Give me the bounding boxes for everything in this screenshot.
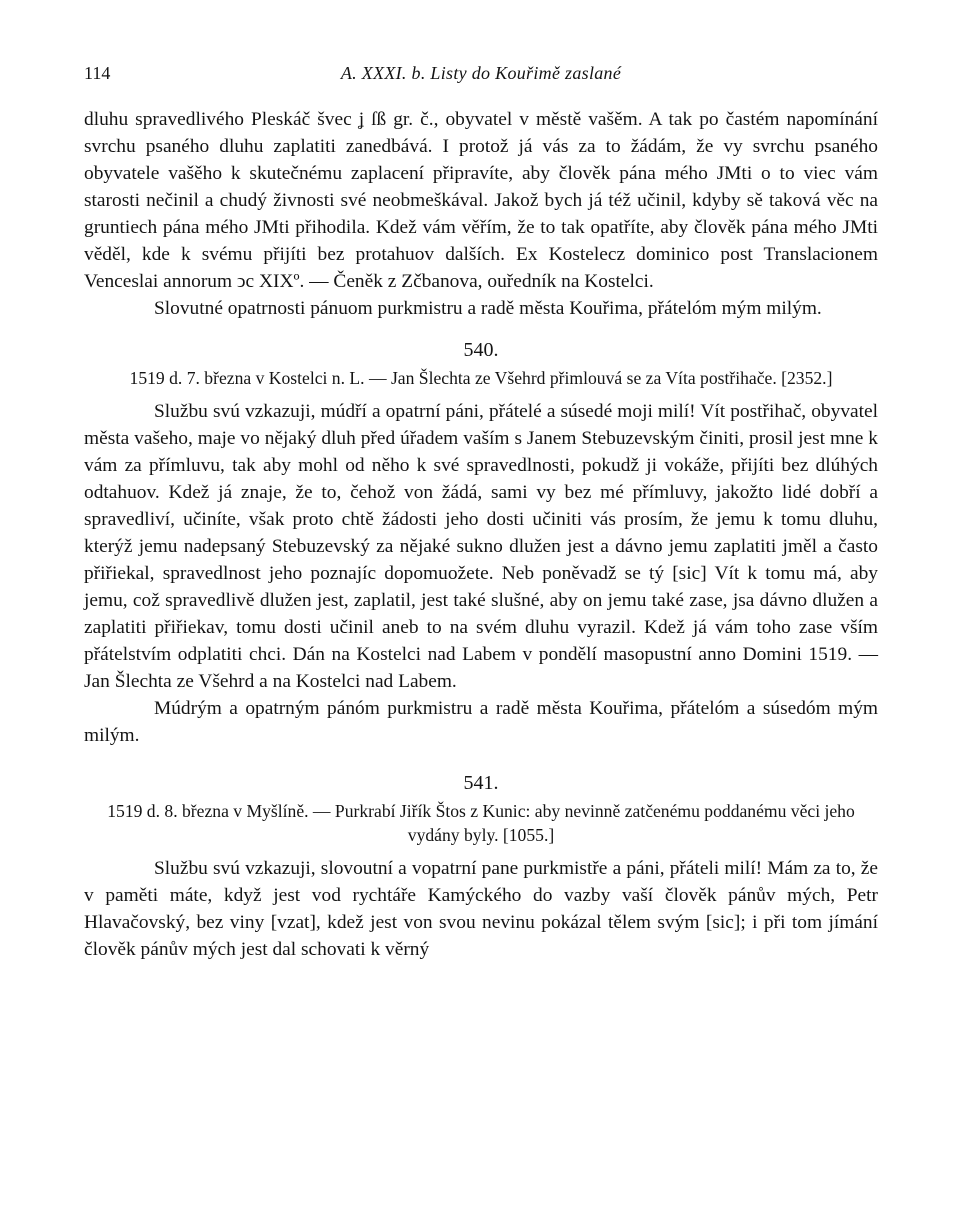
running-header: [84, 58, 878, 88]
letter-address: Múdrým a opatrným pánóm purkmistru a radě města Kouřima, přátelóm a súsedóm mým milým.: [84, 698, 878, 746]
letter-address: Slovutné opatrnosti pánuom purkmistru a radě města Kouřima, přátelóm mým milým.: [154, 298, 822, 319]
document-regest: 1519 d. 7. března v Kostelci n. L. — Jan Šlechta ze Všehrd přimlouvá se za Víta postřihače. [2352.]: [129, 368, 833, 388]
book-page: [84, 58, 878, 963]
document-539-continuation: [84, 106, 878, 322]
page-number: 114: [84, 63, 111, 83]
document-541: [84, 769, 878, 963]
letter-body: dluhu spravedlivého Pleskáč švec ʝ ſß gr. č., obyvatel v městě vašěm. A tak po častém napomínání svrchu psaného dluhu zaplatiti zanedbává. I protož já vás za to žádám, že vy svrchu psaného obyvatele vašěho k skutečnému zaplacení připravíte, aby člověk pána mého JMti o to viec vám starosti nečinil a chudý živnosti své neobmeškával. Jakož bych já též učinil, kdyby sě taková věc na gruntiech pána mého JMti přihodila. Kdež vám věřím, že to tak opatříte, aby člověk pána mého JMti věděl, kde k svému přijíti bez protahuov dalších. Ex Kostelecz dominico post Translacionem Venceslai annorum ͻc XIXº. — Čeněk z Zčbanova, ouředník na Kostelci.: [84, 109, 878, 292]
document-number: 540.: [463, 339, 499, 361]
document-540: [84, 336, 878, 749]
letter-body: Službu svú vzkazuji, slovoutní a vopatrní pane purkmistře a páni, přáteli milí! Mám za to, že v paměti máte, když jest vod rychtáře Kamýckého do vazby vaší člověk pánův mých, Petr Hlavačovský, bez viny [vzat], kdež jest von svou nevinu pokázal tělem svým [sic]; i při tom jímání člověk pánův mých jest dal schovati k věrný: [84, 858, 878, 960]
document-regest: 1519 d. 8. března v Myšlíně. — Purkrabí Jiřík Štos z Kunic: aby nevinně zatčenému poddanému věci jeho vydány byly. [1055.]: [107, 801, 855, 845]
document-number: 541.: [463, 772, 499, 794]
running-title: A. XXXI. b. Listy do Kouřimě zaslané: [340, 63, 622, 83]
letter-body: Službu svú vzkazuji, múdří a opatrní páni, přátelé a súsedé moji milí! Vít postřihač, obyvatel města vašeho, maje vo nějaký dluh před úřadem vaším s Janem Stebuzevským činiti, prosil jest mne k vám za přímluvu, tak aby mohl od něho k své spravedlnosti, pokudž ji vokáže, přijíti bez dlúhých odtahuov. Kdež já znaje, že to, čehož von žádá, sami vy bez mé přímluvy, jakožto lidé dobří a spravedliví, učiníte, však proto chtě žádosti jeho dosti učiniti vás prosím, že jemu k tomu dluhu, kterýž jemu nadepsaný Stebuzevský za nějaké sukno dlužen jest a dávno jemu zaplatiti jměl a často přiřiekal, spravedlnost jeho poznajíc dopomuožete. Neb poněvadž se tý [sic] Vít k tomu má, aby jemu, což spravedlivě dlužen jest, zaplatil, jest také slušné, aby on jemu také zase, jsa dávno dlužen a zaplatiti přiřiekav, tomu dosti učinil aneb to na svém dluhu vyrazil. Kdež já vám toho zase vším přátelstvím odplatiti chci. Dán na Kostelci nad Labem v pondělí masopustní anno Domini 1519. — Jan Šlechta ze Všehrd a na Kostelci nad Labem.: [84, 401, 878, 692]
